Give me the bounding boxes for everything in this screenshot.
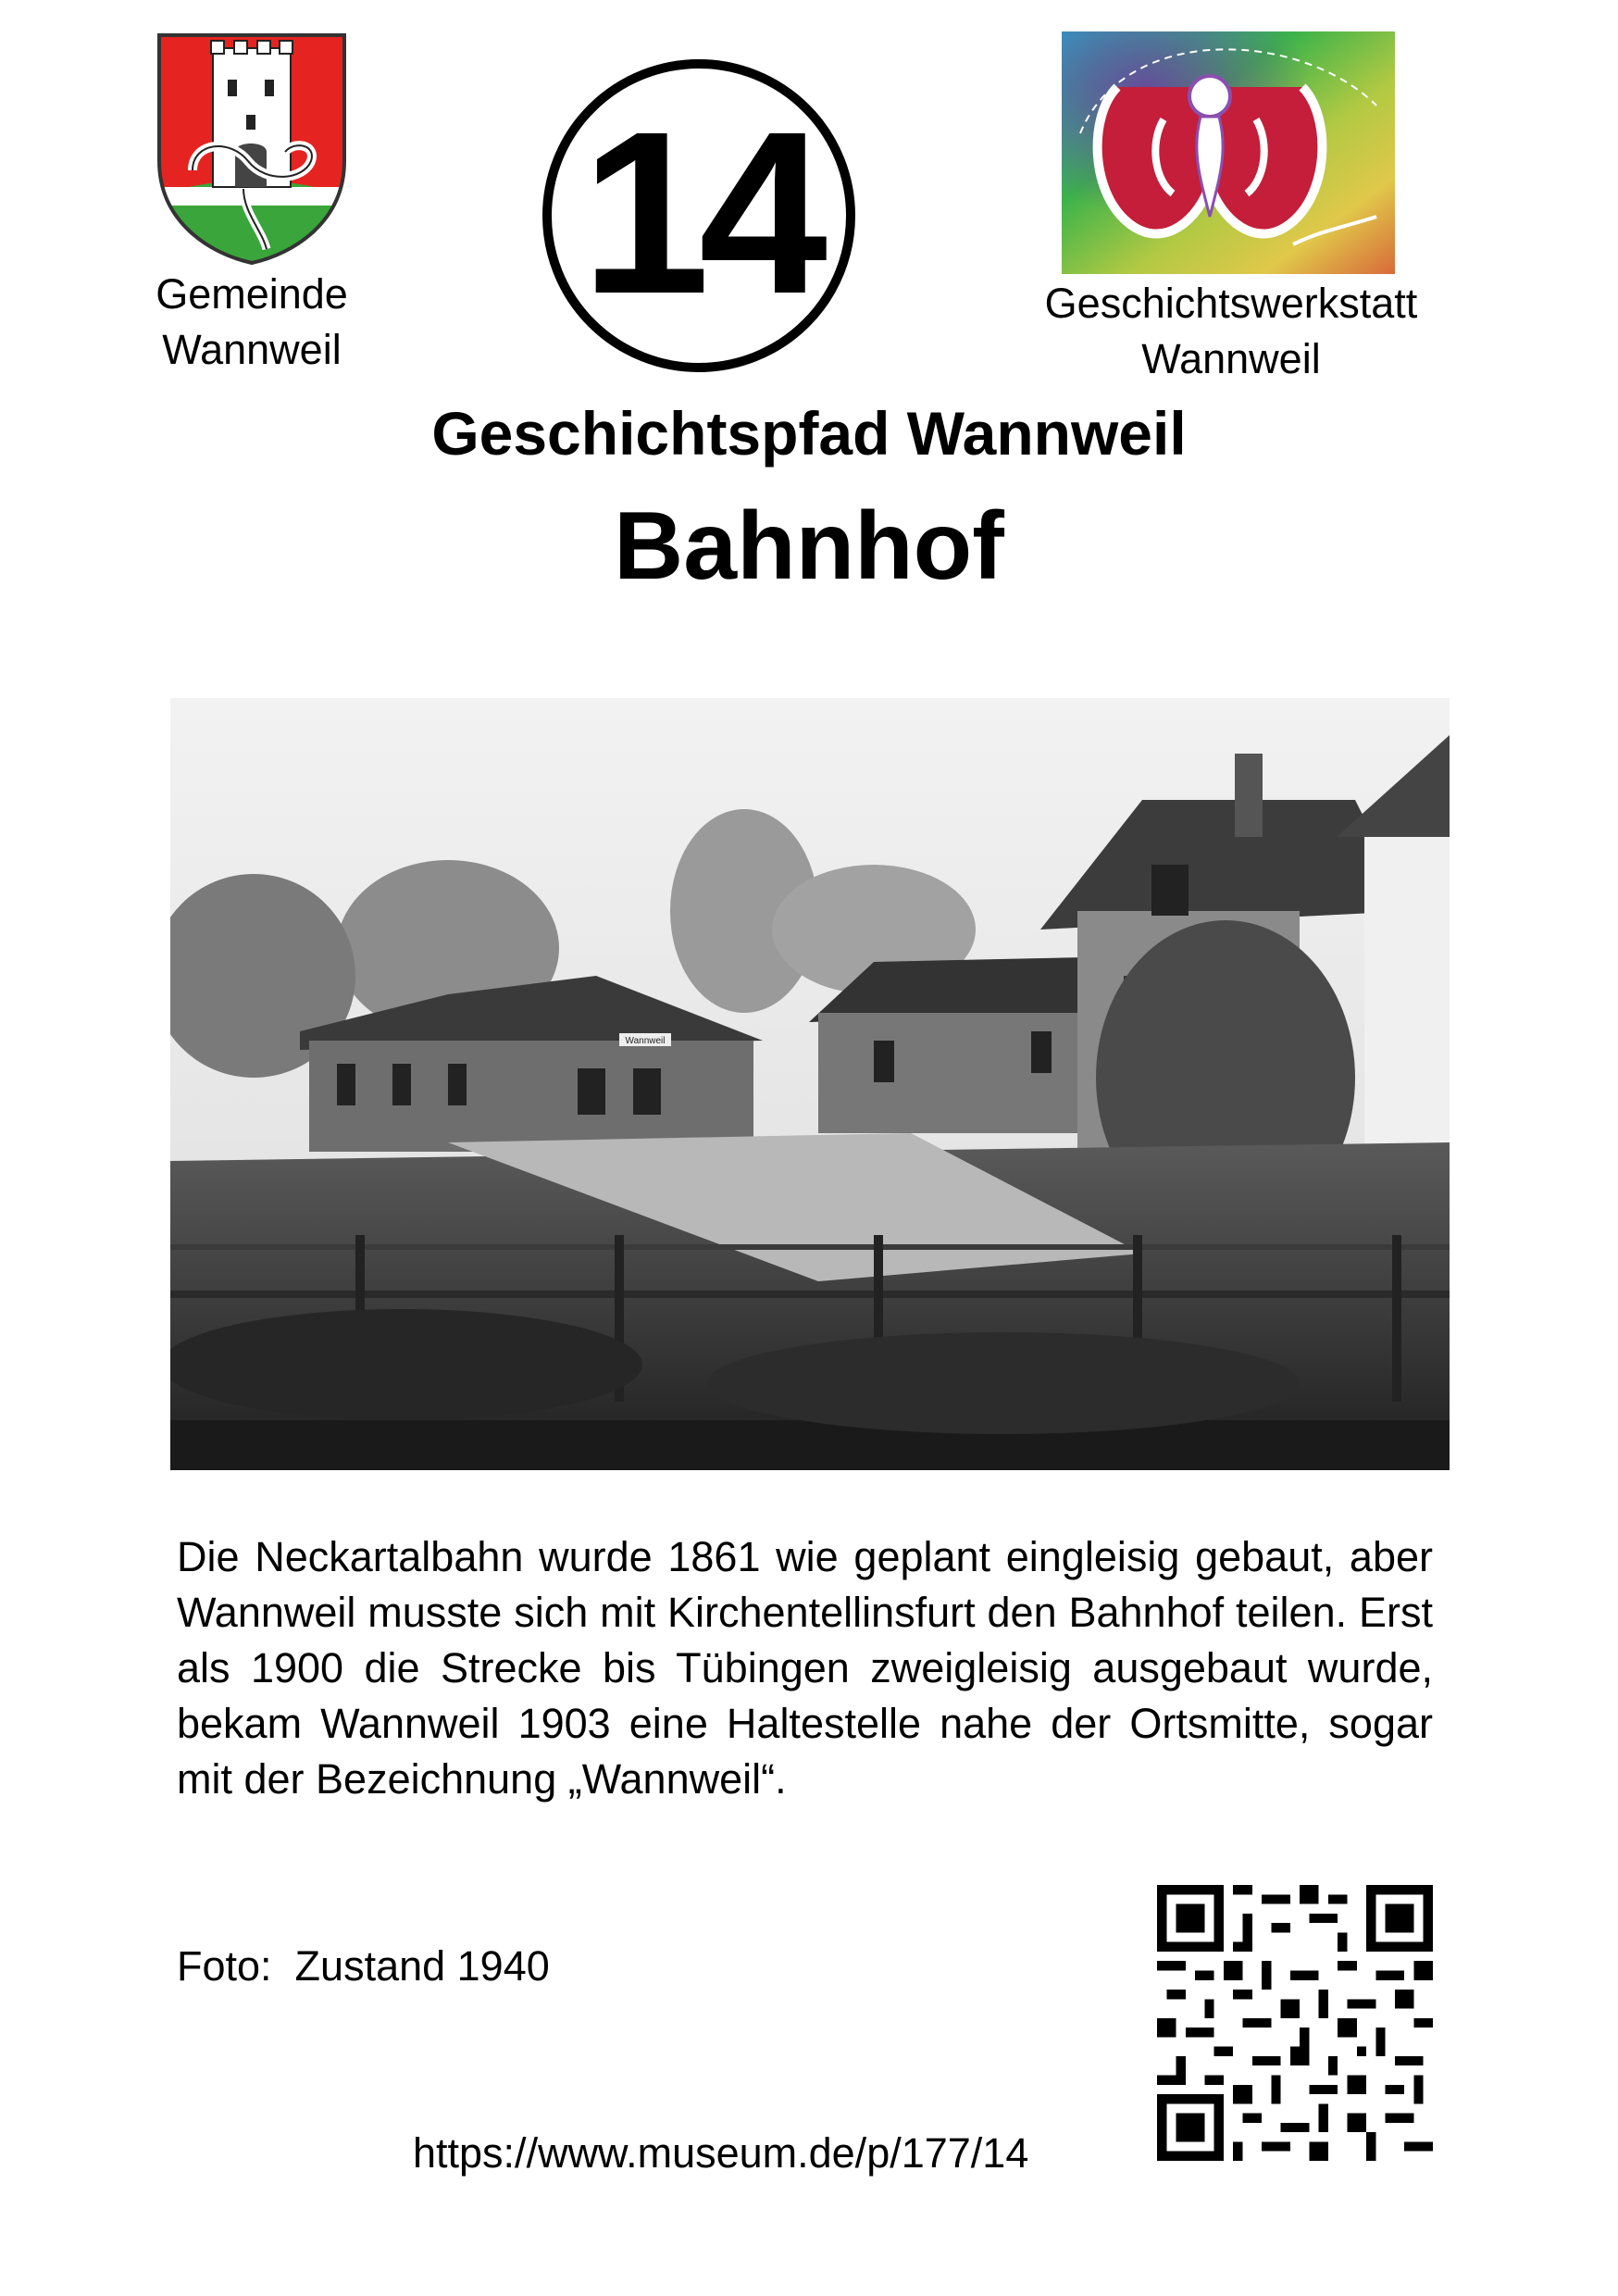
station-sign: Wannweil xyxy=(625,1036,666,1046)
municipality-label-line-2: Wannweil xyxy=(162,326,342,373)
station-number-badge xyxy=(542,59,855,372)
page-title: Bahnhof xyxy=(614,493,1004,600)
municipality-label-line-1: Gemeinde xyxy=(156,270,348,318)
photo-caption: Foto: Zustand 1940 xyxy=(177,1942,550,1990)
coat-of-arms-icon xyxy=(156,31,348,267)
workshop-logo xyxy=(1062,31,1395,274)
workshop-label-line-2: Wannweil xyxy=(1141,335,1321,382)
municipality-label xyxy=(102,267,402,378)
description-text: Die Neckartalbahn wurde 1861 wie geplant eingleisig gebaut, aber Wannweil musste sich mit Kirchentellinsfurt den Bahnhof teilen. Erst als 1900 die Strecke bis Tübingen zweigleisig ausgebaut wurde, bekam Wannweil 1903 eine Haltestelle nahe der Ortsmitte, sogar mit der Bezeichnung „Wannweil“. xyxy=(177,1533,1433,1803)
station-number: 14 xyxy=(580,83,817,342)
qr-code-icon[interactable] xyxy=(1157,1885,1433,2161)
workshop-label xyxy=(990,276,1472,387)
museum-link[interactable]: https://www.museum.de/p/177/14 xyxy=(413,2129,1029,2177)
station-photo xyxy=(170,698,1450,1470)
workshop-label-line-1: Geschichtswerkstatt xyxy=(1044,280,1418,327)
page-subtitle: Geschichtspfad Wannweil xyxy=(431,399,1187,468)
